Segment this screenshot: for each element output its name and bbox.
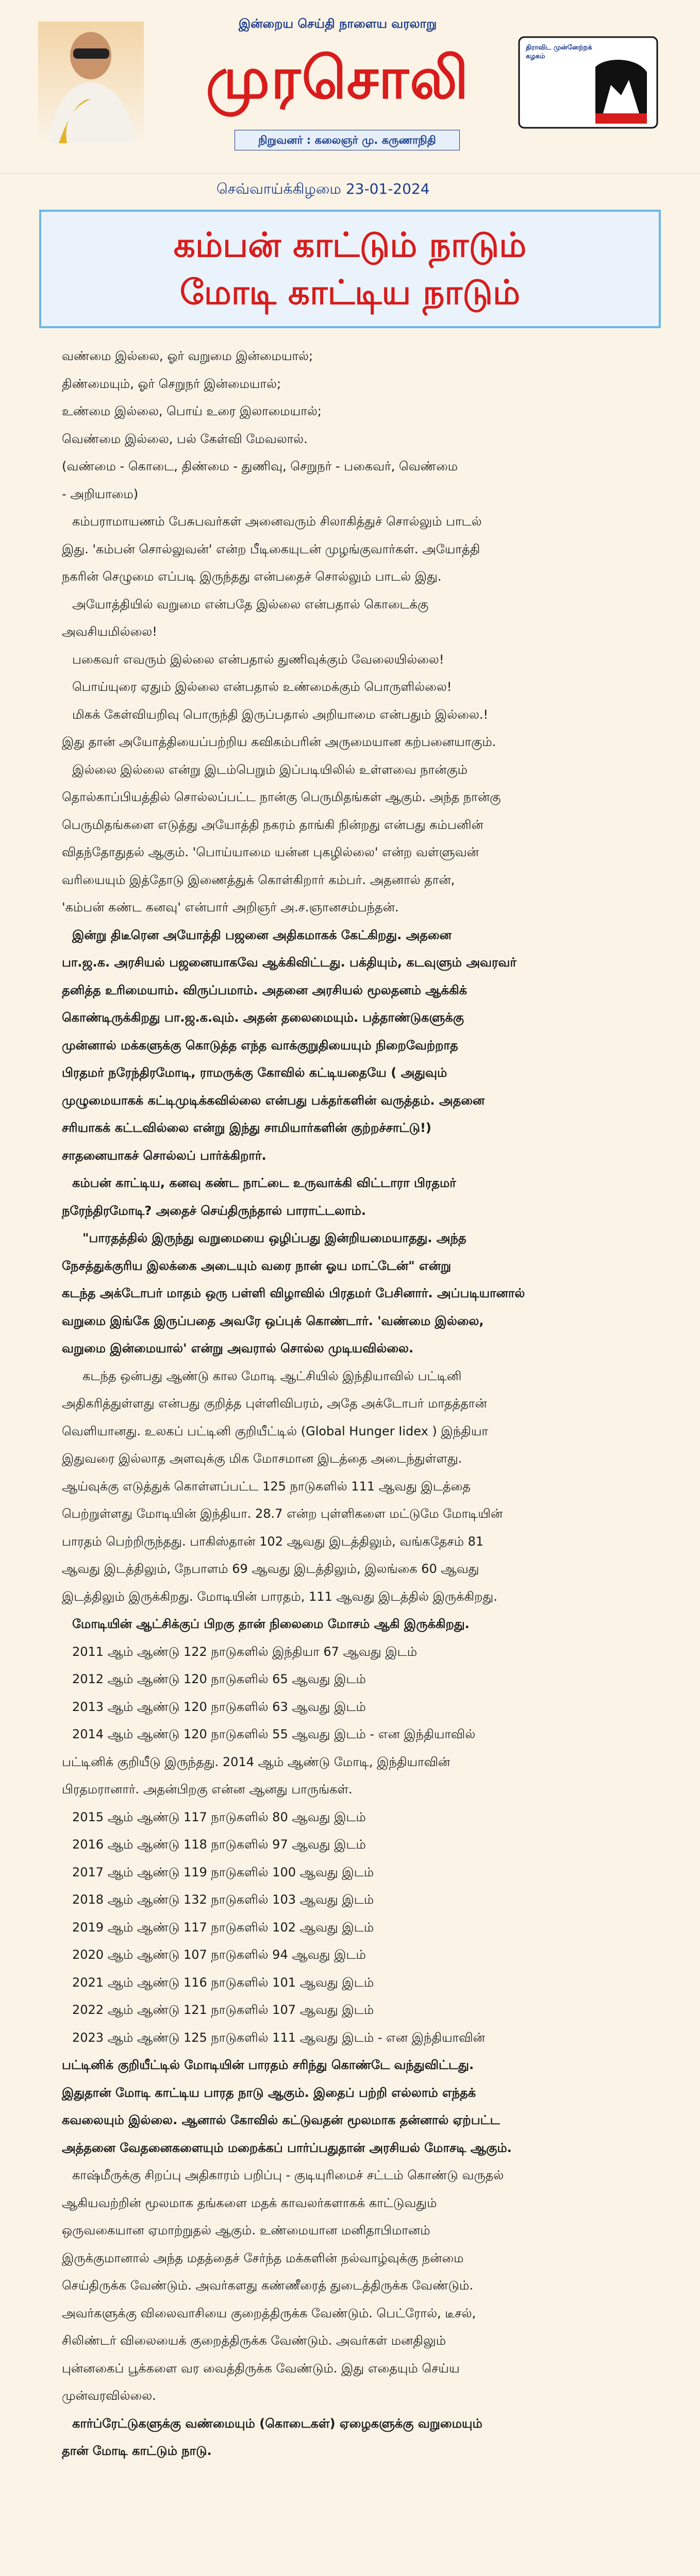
- article-line: இது தான் அயோத்தியைப்பற்றிய கவிகம்பரின் அருமையான கற்பனையாகும்.: [62, 735, 496, 749]
- article-line: நரேந்திரமோடி? அதைச் செய்திருந்தால் பாராட்டலாம்.: [62, 1203, 366, 1218]
- article-line: 2021 ஆம் ஆண்டு 116 நாடுகளில் 101 ஆவது இடம்: [72, 1975, 374, 1990]
- article-line: பட்டினிக் குறியீடு இருந்தது. 2014 ஆம் ஆண்டு மோடி, இந்தியாவின்: [62, 1754, 451, 1769]
- article-line: இருக்குமானால் அந்த மதத்தைச் சேர்ந்த மக்களின் நல்வாழ்வுக்கு நன்மை: [62, 2250, 464, 2265]
- article-line: பெருமிதங்களை எடுத்து அயோத்தி நகரம் தாங்கி நின்றது என்பது கம்பனின்: [62, 817, 484, 832]
- article-line: மோடியின் ஆட்சிக்குப் பிறகு தான் நிலைமை மோசம் ஆகி இருக்கிறது.: [72, 1617, 470, 1631]
- article-line: பகைவர் எவரும் இல்லை என்பதால் துணிவுக்கும் வேலையில்லை!: [72, 652, 444, 667]
- party-emblem-caption: திராவிட முன்னேற்றக் கழகம்: [526, 44, 592, 60]
- article-line: வெண்மை இல்லை, பல் கேள்வி மேவலால்.: [62, 431, 308, 446]
- article-line: "பாரதத்தில் இருந்து வறுமையை ஒழிப்பது இன்றியமையாதது. அந்த: [82, 1231, 466, 1245]
- article-line: கடந்த அக்டோபர் மாதம் ஒரு பள்ளி விழாவில் பிரதமர் பேசினார். அப்படியானால்: [62, 1286, 525, 1300]
- article-line: செய்திருக்க வேண்டும். அவர்களது கண்ணீரைத் துடைத்திருக்க வேண்டும்.: [62, 2278, 473, 2293]
- founder-portrait-icon: [38, 22, 144, 143]
- article-line: அதிகரித்துள்ளது என்பது குறித்த புள்ளிவிபரம், அதே அக்டோபர் மாதத்தான்: [62, 1396, 487, 1411]
- article-line: அயோத்தியில் வறுமை என்பதே இல்லை என்பதால் கொடைக்கு: [72, 597, 429, 612]
- article-line: இல்லை இல்லை என்று இடம்பெறும் இப்படியிலில் உள்ளவை நான்கும்: [72, 762, 468, 777]
- article-line: (வண்மை - கொடை, திண்மை - துணிவு, செறுநர் - பகைவர், வெண்மை: [62, 459, 458, 473]
- article-line: இதுதான் மோடி காட்டிய பாரத நாடு ஆகும். இதைப் பற்றி எல்லாம் எந்தக்: [62, 2085, 476, 2100]
- founder-label: நிறுவனர் : கலைஞர் மு. கருணாநிதி: [235, 130, 460, 150]
- article-line: கடந்த ஒன்பது ஆண்டு கால மோடி ஆட்சியில் இந்தியாவில் பட்டினி: [82, 1368, 462, 1383]
- article-line: 2022 ஆம் ஆண்டு 121 நாடுகளில் 107 ஆவது இடம்: [72, 2003, 374, 2017]
- article-line: பா.ஜ.க. அரசியல் பஜனையாகவே ஆக்கிவிட்டது. பக்தியும், கடவுளும் அவரவர்: [62, 955, 516, 970]
- article-line: பட்டினிக் குறியீட்டில் மோடியின் பாரதம் சரிந்து கொண்டே வந்துவிட்டது.: [62, 2058, 474, 2072]
- article-line: சரியாகக் கட்டவில்லை என்று இந்து சாமியார்களின் குற்றச்சாட்டு!): [62, 1121, 431, 1135]
- article-line: நகரின் செழுமை எப்படி இருந்தது என்பதைச் சொல்லும் பாடல் இது.: [62, 569, 442, 584]
- article-line: கார்ப்ரேட்டுகளுக்கு வண்மையும் (கொடைகள்) ஏழைகளுக்கு வறுமையும்: [72, 2416, 482, 2431]
- article-line: 2012 ஆம் ஆண்டு 120 நாடுகளில் 65 ஆவது இடம்: [72, 1672, 366, 1686]
- article-line: அத்தனை வேதனைகளையும் மறைக்கப் பார்ப்பதுதான் அரசியல் மோசடி ஆகும்.: [62, 2140, 512, 2155]
- article-line: இடத்திலும் இருக்கிறது. மோடியின் பாரதம், 111 ஆவது இடத்தில் இருக்கிறது.: [62, 1589, 497, 1604]
- article-line: இது. 'கம்பன் சொல்லுவன்' என்ற பீடிகையுடன் முழங்குவார்கள். அயோத்தி: [62, 541, 480, 556]
- article-line: புன்னகைப் பூக்களை வர வைத்திருக்க வேண்டும். இது எதையும் செய்ய: [62, 2361, 460, 2376]
- article-line: தனித்த உரிமையாம். விருப்பமாம். அதனை அரசியல் மூலதனம் ஆக்கிக்: [62, 982, 467, 997]
- article-line: கொண்டிருக்கிறது பா.ஜ.க.வும். அதன் தலைமையும். பத்தாண்டுகளுக்கு: [62, 1010, 464, 1025]
- article-line: காஷ்மீருக்கு சிறப்பு அதிகாரம் பறிப்பு - குடியுரிமைச் சட்டம் கொண்டு வருதல்: [72, 2168, 504, 2182]
- article-line: வறுமை இங்கே இருப்பதை அவரே ஒப்புக் கொண்டார். 'வண்மை இல்லை,: [62, 1313, 484, 1328]
- article-line: 2020 ஆம் ஆண்டு 107 நாடுகளில் 94 ஆவது இடம்: [72, 1947, 366, 1962]
- headline-box: [39, 210, 661, 328]
- article-line: 2015 ஆம் ஆண்டு 117 நாடுகளில் 80 ஆவது இடம்: [72, 1809, 366, 1824]
- article-line: 2013 ஆம் ஆண்டு 120 நாடுகளில் 63 ஆவது இடம்: [72, 1699, 366, 1714]
- article-line: இன்று திடீரென அயோத்தி பஜனை அதிகமாகக் கேட்கிறது. அதனை: [72, 927, 452, 942]
- article-line: தொல்காப்பியத்தில் சொல்லப்பட்ட நான்கு பெருமிதங்கள் ஆகும். அந்த நான்கு: [62, 790, 501, 804]
- article-line: ஒருவகையான ஏமாற்றுதல் ஆகும். உண்மையான மனிதாபிமானம்: [62, 2223, 430, 2238]
- article-line: சாதனையாகச் சொல்லப் பார்க்கிறார்.: [62, 1148, 266, 1163]
- article-line: வெளியானது. உலகப் பட்டினி குறியீட்டில் (Global Hunger Iidex ) இந்தியா: [62, 1423, 488, 1438]
- headline-line-2: மோடி காட்டிய நாடும்: [179, 273, 521, 312]
- article-line: இதுவரை இல்லாத அளவுக்கு மிக மோசமான இடத்தை அடைந்துள்ளது.: [62, 1451, 462, 1466]
- masthead-tagline: இன்றைய செய்தி நாளைய வரலாறு: [238, 16, 437, 31]
- article-line: 2018 ஆம் ஆண்டு 132 நாடுகளில் 103 ஆவது இடம்: [72, 1892, 374, 1907]
- article-line: 2016 ஆம் ஆண்டு 118 நாடுகளில் 97 ஆவது இடம்: [72, 1837, 366, 1852]
- article-line: பிரதமர் நரேந்திரமோடி, ராமருக்கு கோவில் கட்டியதையே ( அதுவும்: [62, 1065, 447, 1080]
- article-line: நேசத்துக்குரிய இலக்கை அடையும் வரை நான் ஓய மாட்டேன்" என்று: [62, 1258, 452, 1273]
- article-line: விதந்தோதுதல் ஆகும். 'பொய்யாமை யன்ன புகழில்லை' என்ற வள்ளுவன்: [62, 845, 479, 859]
- article-line: அவசியமில்லை!: [62, 624, 157, 639]
- article-line: 'கம்பன் கண்ட கனவு' என்பார் அறிஞர் அ.ச.ஞானசம்பந்தன்.: [62, 900, 399, 914]
- article-line: ஆகியவற்றின் மூலமாக தங்களை மதக் காவலர்களாகக் காட்டுவதும்: [62, 2195, 437, 2210]
- article-line: வரியையும் இத்தோடு இணைத்துக் கொள்கிறார் கம்பர். அதனால் தான்,: [62, 872, 455, 887]
- article-line: கம்பராமாயணம் பேசுபவர்கள் அனைவரும் சிலாகித்துச் சொல்லும் பாடல்: [72, 514, 482, 529]
- article-line: - அறியாமை): [62, 486, 139, 501]
- dateline: செவ்வாய்க்கிழமை 23-01-2024: [216, 180, 430, 197]
- masthead: [0, 0, 700, 174]
- article-line: சிலிண்டர் விலையைக் குறைத்திருக்க வேண்டும். அவர்கள் மனதிலும்: [62, 2333, 446, 2348]
- article-line: முழுமையாகக் கட்டிமுடிக்கவில்லை என்பது பக்தர்களின் வருத்தம். அதனை: [62, 1093, 485, 1108]
- article-line: ஆய்வுக்கு எடுத்துக் கொள்ளப்பட்ட 125 நாடுகளில் 111 ஆவது இடத்தை: [62, 1479, 471, 1494]
- article-line: மிகக் கேள்வியறிவு பொருந்தி இருப்பதால் அறியாமை என்பதும் இல்லை.!: [72, 707, 489, 722]
- newspaper-wordmark: முரசொலி: [206, 45, 470, 112]
- article-line: ஆவது இடத்திலும், நேபாளம் 69 ஆவது இடத்திலும், இலங்கை 60 ஆவது: [62, 1562, 479, 1576]
- article-line: முன்னால் மக்களுக்கு கொடுத்த எந்த வாக்குறுதியையும் நிறைவேற்றாத: [62, 1038, 458, 1053]
- article-line: பிரதமரானார். அதன்பிறகு என்ன ஆனது பாருங்கள்.: [62, 1782, 353, 1797]
- article-body: [0, 328, 700, 2465]
- article-line: தான் மோடி காட்டும் நாடு.: [62, 2444, 212, 2458]
- article-line: பொய்யுரை ஏதும் இல்லை என்பதால் உண்மைக்கும் பொருளில்லை!: [72, 680, 452, 694]
- article-line: 2019 ஆம் ஆண்டு 117 நாடுகளில் 102 ஆவது இடம்: [72, 1920, 374, 1935]
- article-line: பாரதம் பெற்றிருந்தது. பாகிஸ்தான் 102 ஆவது இடத்திலும், வங்கதேசம் 81: [62, 1534, 484, 1549]
- article-line: கவலையும் இல்லை. ஆனால் கோவில் கட்டுவதன் மூலமாக தன்னால் ஏற்பட்ட: [62, 2113, 500, 2127]
- article-line: 2017 ஆம் ஆண்டு 119 நாடுகளில் 100 ஆவது இடம்: [72, 1865, 374, 1879]
- article-line: பெற்றுள்ளது மோடியின் இந்தியா. 28.7 என்ற புள்ளிகளை மட்டுமே மோடியின்: [62, 1506, 503, 1521]
- headline-line-1: கம்பன் காட்டும் நாடும்: [173, 225, 527, 265]
- article-line: உண்மை இல்லை, பொய் உரை இலாமையால்;: [62, 404, 322, 418]
- article-line: 2014 ஆம் ஆண்டு 120 நாடுகளில் 55 ஆவது இடம் - என இந்தியாவில்: [72, 1727, 476, 1741]
- article-line: அவர்களுக்கு விலைவாசியை குறைத்திருக்க வேண்டும். பெட்ரோல், டீசல்,: [62, 2306, 476, 2320]
- article-line: திண்மையும், ஓர் செறுநர் இன்மையால்;: [62, 376, 281, 391]
- article-line: வண்மை இல்லை, ஓர் வறுமை இன்மையால்;: [62, 349, 313, 363]
- article-line: வறுமை இன்மையால்' என்று அவரால் சொல்ல முடியவில்லை.: [62, 1341, 414, 1355]
- article-line: கம்பன் காட்டிய, கனவு கண்ட நாட்டை உருவாக்கி விட்டாரா பிரதமர்: [72, 1176, 456, 1190]
- article-line: 2011 ஆம் ஆண்டு 122 நாடுகளில் இந்தியா 67 ஆவது இடம்: [72, 1644, 418, 1659]
- article-line: முன்வரவில்லை.: [62, 2388, 156, 2403]
- article-line: 2023 ஆம் ஆண்டு 125 நாடுகளில் 111 ஆவது இடம் - என இந்தியாவின்: [72, 2030, 485, 2045]
